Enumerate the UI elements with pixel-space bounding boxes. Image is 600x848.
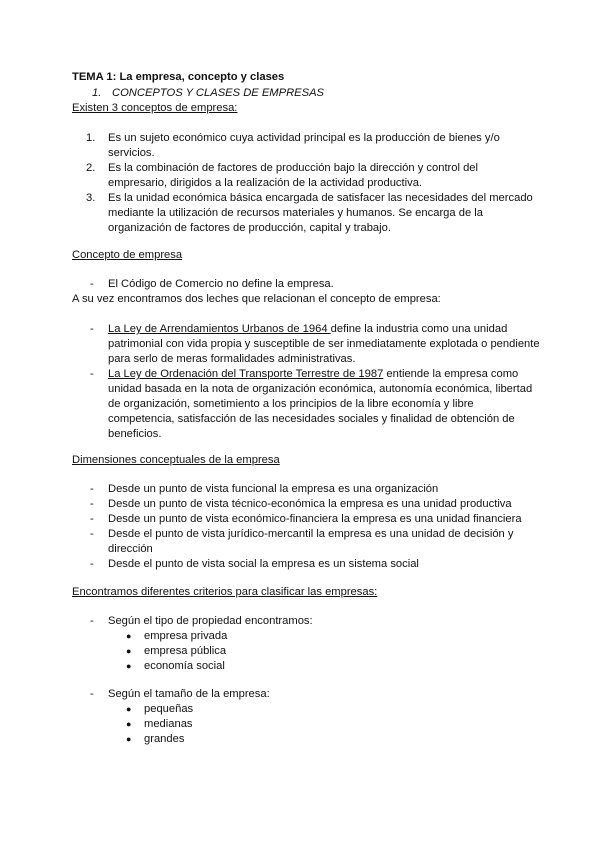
- ownership-bullets: [126, 629, 576, 674]
- size-bullets: [126, 702, 576, 747]
- subtitle-text: CONCEPTOS Y CLASES DE EMPRESAS: [112, 87, 325, 99]
- list-item: - La Ley de Ordenación del Transporte Terrestre de 1987 entiende la empresa como unidad basada en la nota de organización económica, autonomía económica, libertad de organización, sometimiento a los principios de la libre economía y libre competencia, satisfacción de las necesidades sociales y finalidad de obtención de beneficios.: [90, 368, 533, 440]
- criteria-list: [90, 614, 540, 674]
- bullet-icon: ●: [126, 631, 132, 641]
- law-name: La Ley de Arrendamientos Urbanos de 1964: [108, 323, 331, 335]
- law-name: La Ley de Ordenación del Transporte Terrestre de 1987: [108, 368, 384, 380]
- list-item: 2. Es la combinación de factores de producción bajo la dirección y control del empresario, dirigidos a la realización de la actividad productiva.: [86, 162, 479, 189]
- list-item: - Desde un punto de vista económico-financiera la empresa es una unidad financiera: [90, 513, 522, 525]
- list-item: - La Ley de Arrendamientos Urbanos de 1964 define la industria como una unidad patrimonial con vida propia y susceptible de ser inmediatamente explotada o pendiente para serlo de meras formalidades administrativas.: [90, 323, 540, 365]
- bullet-item: ● empresa privada: [126, 630, 228, 642]
- list-item: 3. Es la unidad económica básica encargada de satisfacer las necesidades del mercado mediante la utilización de recursos materiales y humanos. Se encarga de la organización de factores de producción, capital y trabajo.: [86, 192, 533, 234]
- bullet-icon: ●: [126, 719, 132, 729]
- bullet-item: ● empresa pública: [126, 645, 227, 657]
- bullet-icon: ●: [126, 661, 132, 671]
- laws-intro: A su vez encontramos dos leches que relacionan el concepto de empresa:: [72, 293, 441, 305]
- list-item: - El Código de Comercio no define la empresa.: [90, 278, 334, 290]
- list-item: - Según el tamaño de la empresa:: [90, 688, 270, 700]
- concept-list: [90, 277, 540, 292]
- bullet-icon: ●: [126, 646, 132, 656]
- list-item: 1. Es un sujeto económico cuya actividad principal es la producción de bienes y/o servicios.: [86, 132, 500, 159]
- dimensions-list: [90, 482, 540, 572]
- dimensions-heading: Dimensiones conceptuales de la empresa: [72, 454, 280, 466]
- criteria-heading: Encontramos diferentes criterios para clasificar las empresas:: [72, 586, 378, 598]
- list-item: - Según el tipo de propiedad encontramos:: [90, 615, 313, 627]
- list-item: - Desde el punto de vista jurídico-mercantil la empresa es una unidad de decisión y dirección: [90, 528, 514, 555]
- subtitle-number: 1.: [92, 87, 102, 99]
- bullet-item: ● pequeñas: [126, 703, 194, 715]
- bullet-icon: ●: [126, 734, 132, 744]
- bullet-item: ● economía social: [126, 660, 225, 672]
- concepts-list: [86, 131, 536, 236]
- list-item: - Desde un punto de vista funcional la empresa es una organización: [90, 483, 439, 495]
- size-criteria: [90, 687, 540, 747]
- list-item: - Desde un punto de vista técnico-económica la empresa es una unidad productiva: [90, 498, 512, 510]
- laws-list: [90, 322, 540, 442]
- bullet-item: ● medianas: [126, 718, 193, 730]
- concept-heading: Concepto de empresa: [72, 249, 183, 261]
- list-item: - Desde el punto de vista social la empresa es un sistema social: [90, 558, 419, 570]
- bullet-item: ● grandes: [126, 733, 185, 745]
- page-title: TEMA 1: La empresa, concepto y clases: [72, 71, 285, 83]
- concepts-intro: Existen 3 conceptos de empresa:: [72, 102, 238, 114]
- section-subtitle: [92, 86, 324, 101]
- bullet-icon: ●: [126, 704, 132, 714]
